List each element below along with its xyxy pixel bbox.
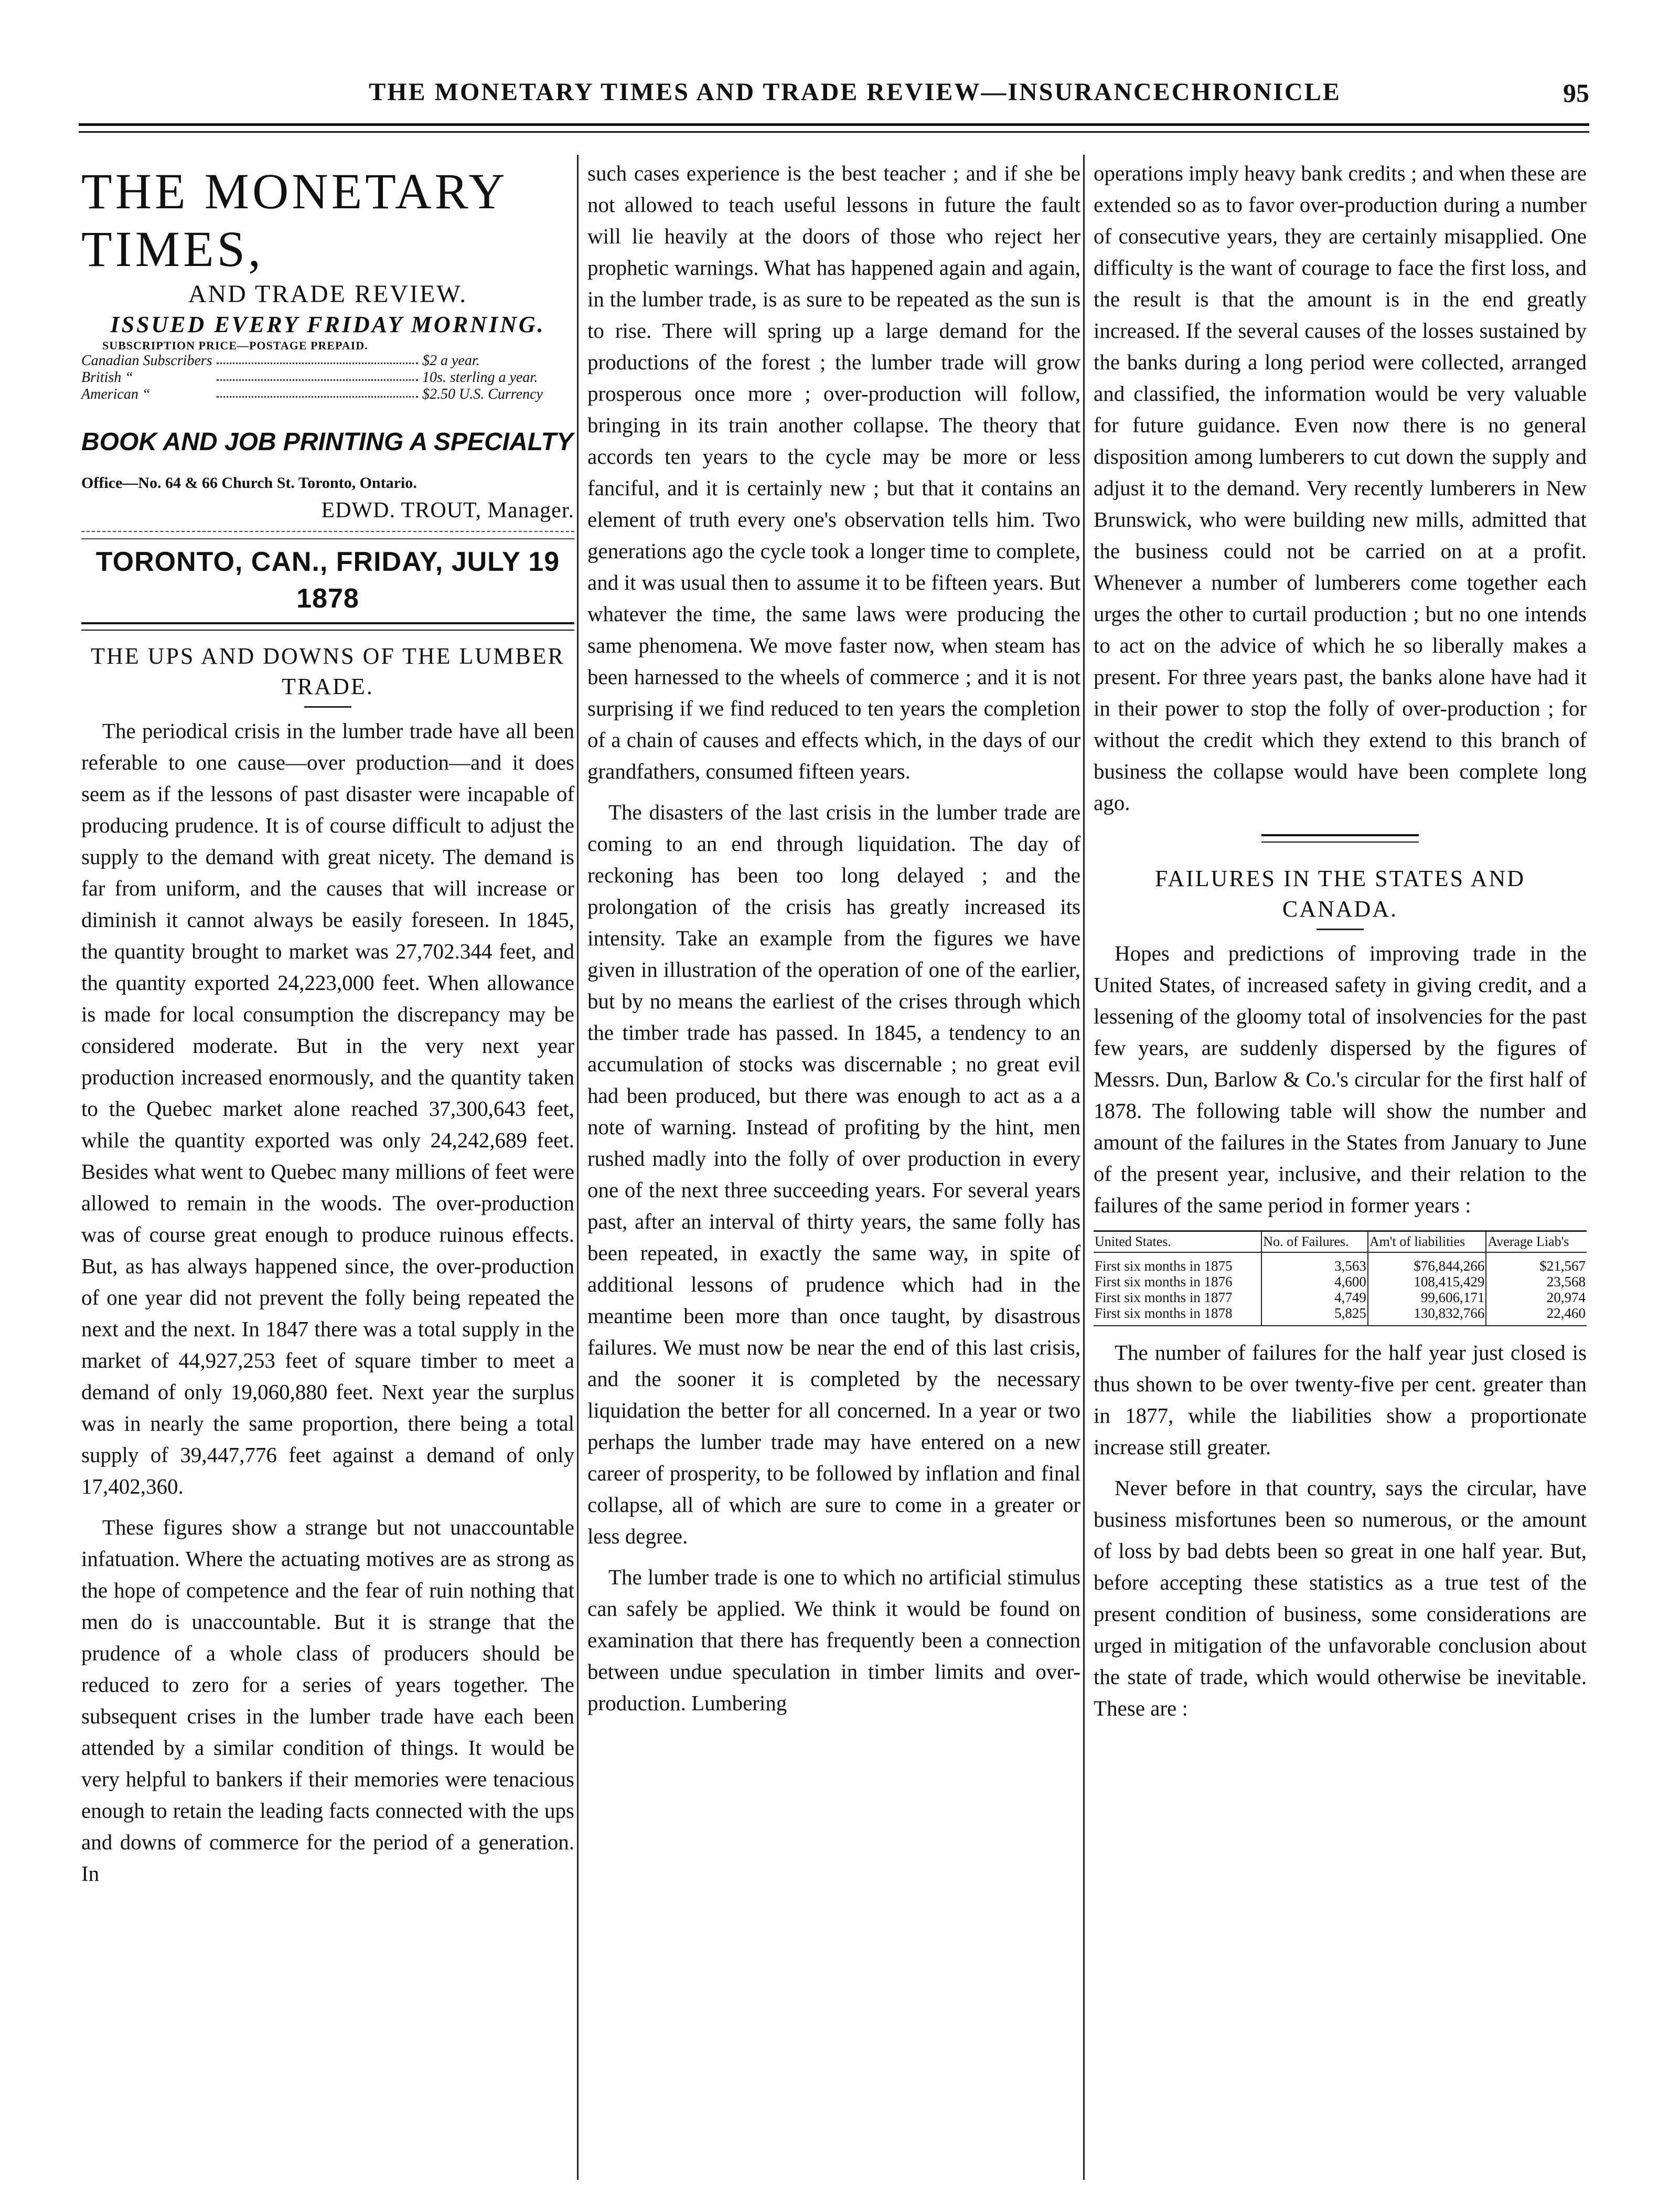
subscription-caption: SUBSCRIPTION PRICE—POSTAGE PREPAID. bbox=[102, 339, 368, 352]
table-cell: First six months in 1875 bbox=[1095, 1258, 1233, 1274]
running-head bbox=[79, 78, 1589, 114]
manager-name: EDWD. TROUT, Manager. bbox=[321, 498, 574, 523]
column-divider bbox=[1083, 155, 1085, 2180]
table-row bbox=[1094, 1252, 1587, 1274]
article-paragraph: The number of failures for the half year just closed is thus shown to be over twenty-five per cent. greater than in 1877, while the liabilities show a proportionate increase still greater. bbox=[1094, 1340, 1587, 1459]
table-row bbox=[1094, 1274, 1587, 1290]
article-paragraph: The lumber trade is one to which no artificial stimulus can safely be applied. We think it would be found on examination that there has frequently been a connection between undue speculation in timber limits and over-production. Lumbering bbox=[587, 1565, 1080, 1715]
masthead-subtitle: AND TRADE REVIEW. bbox=[188, 280, 468, 308]
table-cell: 4,749 bbox=[1261, 1290, 1368, 1305]
leader-dots bbox=[217, 353, 418, 364]
column-1 bbox=[81, 157, 574, 1899]
table-header: Average Liab's bbox=[1486, 1231, 1587, 1253]
page-number: 95 bbox=[1563, 78, 1589, 108]
table-cell: 5,825 bbox=[1261, 1305, 1368, 1326]
subscription-label: Canadian Subscribers bbox=[81, 353, 212, 369]
table-row bbox=[1094, 1290, 1587, 1305]
heading-rule bbox=[1317, 929, 1364, 930]
article-paragraph: Hopes and predictions of improving trade in the United States, of increased safety in giving credit, and a lessening of the gloomy total of insolvencies for the past few years, are suddenly dispersed by the figures of Messrs. Dun, Barlow & Co.'s circular for the first half of 1878. The following table will show the number and amount of the failures in the States from January to June of the present year, inclusive, and their relation to the failures of the same period in former years : bbox=[1094, 941, 1587, 1217]
office-address: Office—No. 64 & 66 Church St. Toronto, Ontario. bbox=[81, 474, 417, 492]
header-rule bbox=[79, 123, 1589, 133]
article-heading: THE UPS AND DOWNS OF THE LUMBER TRADE. bbox=[91, 643, 565, 699]
running-title: THE MONETARY TIMES AND TRADE REVIEW—INSURANCECHRONICLE bbox=[369, 78, 1341, 106]
subscription-label: American “ bbox=[81, 386, 151, 402]
table-header: United States. bbox=[1094, 1231, 1261, 1253]
table-cell: 99,606,171 bbox=[1368, 1290, 1486, 1305]
leader-dots bbox=[217, 369, 418, 381]
column-2 bbox=[587, 157, 1080, 1728]
subscription-price: $2.50 U.S. Currency bbox=[422, 386, 543, 402]
table-cell: First six months in 1876 bbox=[1095, 1274, 1233, 1290]
subscription-row bbox=[81, 369, 574, 386]
article-paragraph: such cases experience is the best teacher ; and if she be not allowed to teach useful lessons in future the fault will lie heavily at the doors of those who reject her prophetic warnings. What has happened again and again, in the lumber trade, is as sure to be repeated as the sun is to rise. There will spring up a large demand for the productions of the forest ; the lumber trade will grow prosperous once more ; over-production will follow, bringing in its train another collapse. The theory that accords ten years to the cycle may be more or less fanciful, and it is certainly new ; but that it contains an element of truth every one's observation tells him. Two generations ago the cycle took a longer time to complete, and it was usual then to assume it to be fifteen years. But whatever the time, the same laws were producing the same phenomena. We move faster now, when steam has been harnessed to the wheels of commerce ; and it is not surprising if we find reduced to ten years the completion of a chain of causes and effects which, in the days of our grandfathers, consumed fifteen years. bbox=[587, 161, 1080, 783]
table-cell: $76,844,266 bbox=[1368, 1252, 1486, 1274]
table-row bbox=[1094, 1305, 1587, 1326]
section-rule bbox=[1261, 834, 1419, 843]
subscription-label: British “ bbox=[81, 369, 133, 386]
table-header: Am't of liabilities bbox=[1368, 1231, 1486, 1253]
table-cell: 3,563 bbox=[1261, 1252, 1368, 1274]
subscription-row bbox=[81, 386, 574, 403]
table-cell: $21,567 bbox=[1486, 1252, 1587, 1274]
subscription-row bbox=[81, 353, 574, 369]
column-3 bbox=[1094, 157, 1587, 1733]
masthead-title: THE MONETARY TIMES, bbox=[81, 163, 507, 277]
article-paragraph: The periodical crisis in the lumber trade have all been referable to one cause—over production—and it does seem as if the lessons of past disaster were incapable of producing prudence. It is of course difficult to adjust the supply to the demand with great nicety. The demand is far from uniform, and the causes that will increase or diminish it cannot always be easily foreseen. In 1845, the quantity brought to market was 27,702.344 feet, and the quantity exported 24,223,000 feet. When allowance is made for local consumption the discrepancy may be considered moderate. But in the very next year production increased enormously, and the quantity taken to the Quebec market alone reached 37,300,643 feet, while the quantity exported was only 24,242,689 feet. Besides what went to Quebec many millions of feet were allowed to remain in the woods. The over-production was of course great enough to produce ruinous effects. But, as has always happened since, the over-production of one year did not prevent the folly being repeated the next and the next. In 1847 there was a total supply in the market of 44,927,253 feet of square timber to meet a demand of only 19,060,880 feet. Next year the surplus was in nearly the same proportion, there being a total supply of 39,447,776 feet against a demand of only 17,402,360. bbox=[81, 719, 574, 1498]
section-rule bbox=[81, 622, 574, 631]
dateline: TORONTO, CAN., FRIDAY, JULY 19 1878 bbox=[95, 547, 560, 614]
article-paragraph: The disasters of the last crisis in the lumber trade are coming to an end through liquidation. The day of reckoning has been too long delayed ; and the prolongation of the crisis has greatly increased its intensity. Take an example from the figures we have given in illustration of the operation of one of the earlier, but by no means the earliest of the crises through which the timber trade has passed. In 1845, a tendency to an accumulation of stocks was discernable ; no great evil had been produced, but there was enough to act as a a note of warning. Instead of profiting by the hint, men rushed madly into the folly of over production in every one of the next three succeeding years. For several years past, after an interval of thirty years, the same folly has been repeated, in exactly the same way, in spite of additional lessons of prudence which had in the meantime been more than once taught, by disastrous failures. We must now be near the end of this last crisis, and the sooner it is completed by the necessary liquidation the better for all concerned. In a year or two perhaps the lumber trade may have entered on a new career of prosperity, to be followed by inflation and final collapse, all of which are sure to come in a greater or less degree. bbox=[587, 800, 1080, 1548]
table-header-row bbox=[1094, 1231, 1587, 1253]
subscription-price: $2 a year. bbox=[422, 353, 480, 369]
column-divider bbox=[577, 155, 579, 2180]
table-cell: 23,568 bbox=[1486, 1274, 1587, 1290]
article-paragraph: operations imply heavy bank credits ; and when these are extended so as to favor over-production during a number of consecutive years, they are certainly misapplied. One difficulty is the want of courage to face the first loss, and the result is that the amount is in the end greatly increased. If the several causes of the losses sustained by the banks during a long period were collected, arranged and classified, the information would be very valuable for future guidance. Even now there is no general disposition among lumberers to cut down the supply and adjust it to the demand. Very recently lumberers in New Brunswick, who were building new mills, admitted that the business could not be carried on at a profit. Whenever a number of lumberers come together each urges the other to curtail production ; but no one intends to act on the advice of which he so liberally makes a present. For three years past, the banks alone have had it in their power to stop the folly of over-production ; for without the credit which they extend to this branch of business the collapse would have been complete long ago. bbox=[1094, 161, 1587, 815]
table-cell: 4,600 bbox=[1261, 1274, 1368, 1290]
failures-table bbox=[1094, 1230, 1587, 1326]
subscription-price: 10s. sterling a year. bbox=[422, 369, 538, 386]
article-heading: FAILURES IN THE STATES AND CANADA. bbox=[1155, 866, 1525, 922]
article-paragraph: Never before in that country, says the circular, have business misfortunes been so numerous, or the amount of loss by bad debts been so great in one half year. But, before accepting these statistics as a true test of the present condition of business, some considerations are urged in mitigation of the unfavorable conclusion about the state of trade, which would otherwise be inevitable. These are : bbox=[1094, 1476, 1587, 1720]
masthead-issued: ISSUED EVERY FRIDAY MORNING. bbox=[110, 312, 545, 337]
table-cell: 22,460 bbox=[1486, 1305, 1587, 1326]
leader-dots bbox=[217, 386, 418, 398]
table-cell: 108,415,429 bbox=[1368, 1274, 1486, 1290]
table-cell: First six months in 1877 bbox=[1095, 1290, 1233, 1305]
table-cell: 130,832,766 bbox=[1368, 1305, 1486, 1326]
table-cell: First six months in 1878 bbox=[1094, 1305, 1261, 1326]
dateline-rule bbox=[81, 531, 574, 539]
heading-rule bbox=[304, 706, 351, 708]
article-paragraph: These figures show a strange but not unaccountable infatuation. Where the actuating motives are as strong as the hope of competence and the fear of ruin nothing that men do is unaccountable. But it is strange that the prudence of a whole class of producers should be reduced to zero for a series of years together. The subsequent crises in the lumber trade have each been attended by a similar condition of things. It would be very helpful to bankers if their memories were tenacious enough to retain the leading facts connected with the ups and downs of commerce for the period of a generation. In bbox=[81, 1515, 574, 1886]
table-cell: 20,974 bbox=[1486, 1290, 1587, 1305]
printing-notice: BOOK AND JOB PRINTING A SPECIALTY bbox=[81, 428, 573, 456]
table-header: No. of Failures. bbox=[1261, 1231, 1368, 1253]
